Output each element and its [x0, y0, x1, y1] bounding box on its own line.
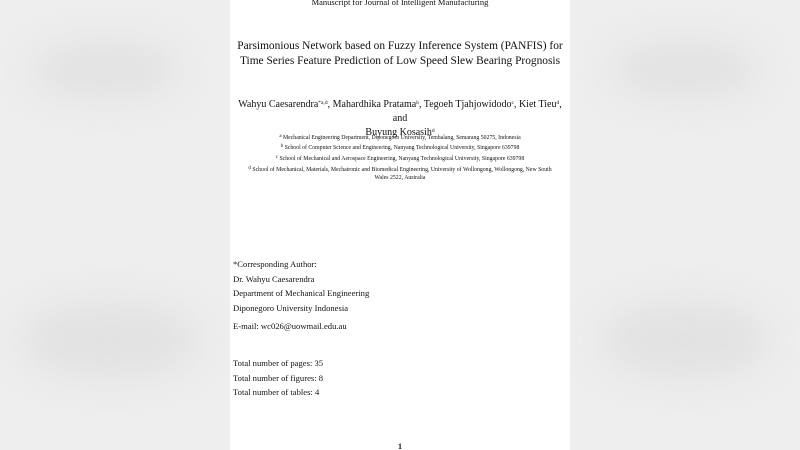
author-name: Kiet Tieu	[518, 99, 557, 110]
corresponding-email: E-mail: wc026@uowmail.edu.au	[233, 321, 347, 331]
corresponding-author-block	[233, 257, 369, 334]
blurred-shape	[20, 300, 200, 380]
affiliation-d: $^d$ School of Mechanical, Materials, Mechatronic and Biomedical Engineering, University of Wollongong, Wollongong, New South Wales 2522, Australia	[248, 166, 552, 181]
author-affiliation-mark: d	[431, 128, 435, 134]
author-name: Buyung Kosasih	[365, 127, 432, 138]
author-name: Wahyu Caesarendra	[238, 99, 319, 110]
affiliation-b: $^b$ School of Computer Science and Engineering, Nanyang Technological University, Singapore 639798	[280, 144, 520, 151]
author-name: Tegoeh Tjahjowidodo	[423, 99, 512, 110]
author-affiliation-mark: *a,d	[318, 100, 328, 106]
table-count: Total number of tables: 4	[233, 387, 320, 397]
journal-header: Manuscript for Journal of Intelligent Manufacturing	[311, 0, 489, 7]
corresponding-department: Department of Mechanical Engineering	[233, 288, 370, 298]
document-counts	[233, 356, 323, 400]
author-affiliation-mark: b	[416, 100, 419, 106]
paper-title	[230, 39, 570, 69]
blurred-shape	[610, 40, 760, 100]
author-affiliation-mark: d	[556, 100, 560, 106]
affiliation-a: $^a$ Mechanical Engineering Department, Diponegoro University, Tembalang, Semarang 50275, Indonesia	[279, 134, 521, 141]
author-name: Mahardhika Pratama	[332, 99, 417, 110]
blurred-shape	[600, 300, 770, 380]
affiliation-c: $^c$ School of Mechanical and Aerospace Engineering, Nanyang Technological University, Singapore 639798	[275, 155, 525, 162]
left-blurred-background	[0, 0, 230, 450]
author-affiliation-mark: c	[511, 100, 514, 106]
corresponding-name: Dr. Wahyu Caesarendra	[233, 273, 315, 284]
blurred-shape	[30, 40, 180, 100]
title-line-1: Parsimonious Network based on Fuzzy Inference System (PANFIS) for	[237, 40, 563, 52]
corresponding-heading: *Corresponding Author:	[233, 259, 317, 269]
title-line-2: Time Series Feature Prediction of Low Speed Slew Bearing Prognosis	[239, 55, 561, 67]
corresponding-university: Diponegoro University Indonesia	[233, 302, 349, 313]
page-number: 1	[398, 442, 402, 450]
figure-count: Total number of figures: 8	[233, 372, 324, 383]
page-count: Total number of pages: 35	[233, 358, 324, 368]
document-page	[230, 0, 570, 450]
right-blurred-background	[570, 0, 800, 450]
author-line-1: Wahyu Caesarendra$^{*a,d}$, Mahardhika Pratama$^b$, Tegoeh Tjahjowidodo$^c$, Kiet Tieu$^d$, and	[238, 99, 562, 124]
